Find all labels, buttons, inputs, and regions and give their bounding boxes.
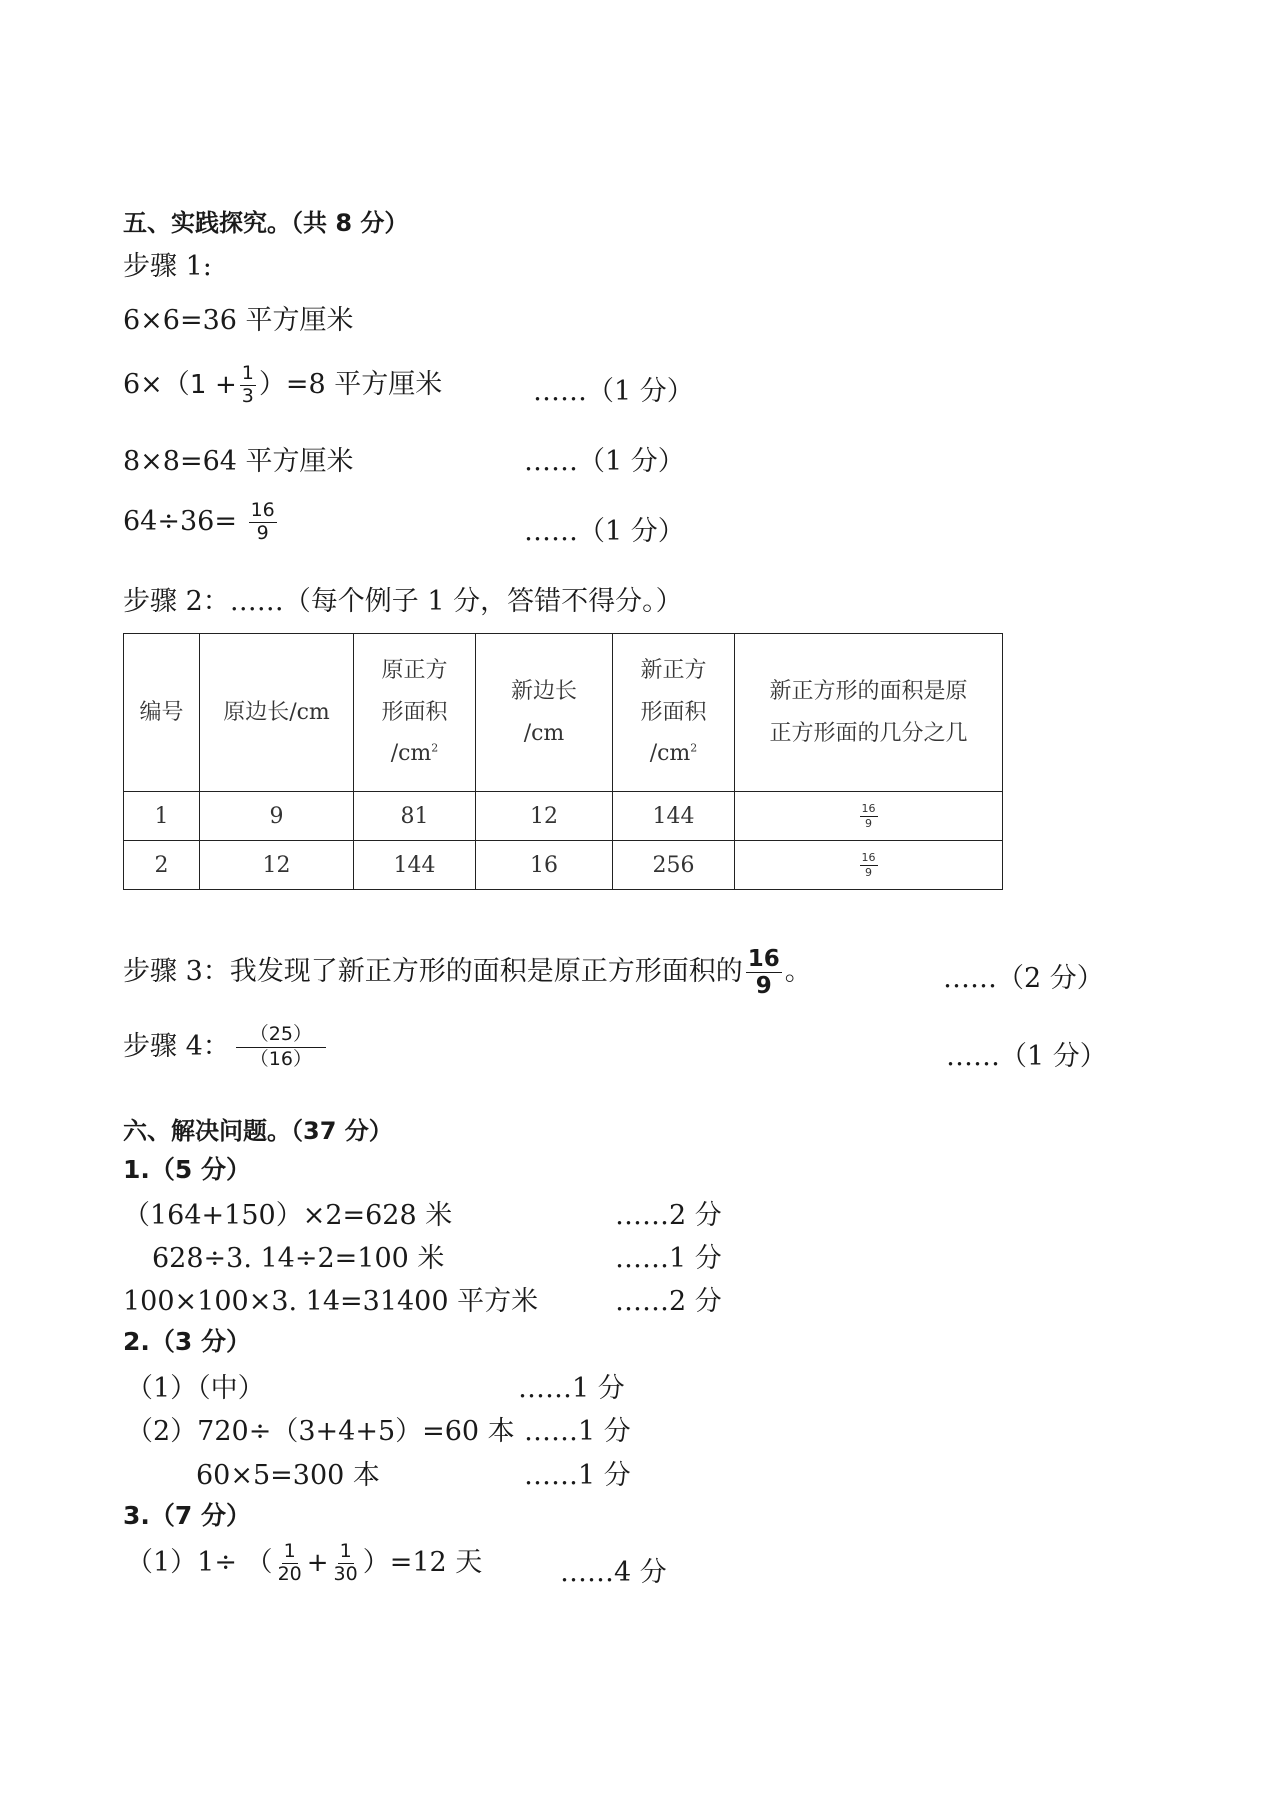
q2-line3-score: ……1 分	[524, 1460, 631, 1491]
fraction-one-third	[240, 364, 256, 407]
header-unit	[354, 733, 475, 775]
header-unit-text: /cm	[390, 741, 432, 767]
fraction-ratio	[860, 803, 878, 829]
step1-label: 步骤 1:	[123, 251, 212, 282]
q2-line1: （1）（中）	[126, 1373, 265, 1404]
step4-line	[123, 1024, 329, 1070]
q1-line3: 100×100×3. 14=31400 平方米	[123, 1286, 539, 1317]
q3-title: 3.（7 分）	[123, 1501, 251, 1530]
section5-heading: 五、实践探究。（共 8 分）	[123, 209, 409, 237]
fraction-denominator: 30	[333, 1563, 358, 1585]
fraction-sixteen-ninths	[746, 947, 782, 998]
header-text: /cm	[523, 720, 565, 746]
step1-line2-score: ……（1 分）	[533, 376, 694, 407]
step1-line4-prefix: 64÷36=	[123, 505, 237, 537]
fraction-denominator: （16）	[249, 1048, 312, 1070]
fraction-numerator: 1	[241, 362, 254, 385]
header-cell-ratio	[735, 634, 1003, 792]
fraction-numerator: （25）	[236, 1025, 326, 1048]
header-text: 原边长/cm	[223, 699, 330, 725]
header-cell-orig-area	[354, 634, 476, 792]
step1-line2	[123, 362, 442, 407]
q1-line2: 628÷3. 14÷2=100 米	[152, 1243, 445, 1274]
header-text: 正方形面的几分之几	[769, 720, 968, 746]
q2-line2: （2）720÷（3+4+5）=60 本	[126, 1416, 515, 1447]
step3-suffix: 。	[784, 956, 812, 988]
step1-line2-one: 1	[189, 370, 207, 400]
step1-line4	[123, 501, 280, 544]
data-table	[123, 633, 1003, 890]
header-text: 形面积	[640, 699, 707, 725]
step3-prefix: 步骤 3：我发现了新正方形的面积是原正方形面积的	[123, 956, 743, 988]
q1-line2-score: ……1 分	[615, 1243, 722, 1274]
q3-line1-score: ……4 分	[560, 1557, 667, 1588]
step1-line1: 6×6=36 平方厘米	[123, 305, 354, 336]
header-text: 新正方	[640, 657, 707, 683]
cell-orig-side: 9	[200, 792, 354, 841]
header-text: 形面积	[381, 699, 448, 725]
section6-heading: 六、解决问题。（37 分）	[123, 1117, 393, 1145]
fraction-ratio	[860, 852, 878, 878]
step3-score: ……（2 分）	[943, 963, 1104, 994]
step2-label: 步骤 2：……（每个例子 1 分，答错不得分。）	[123, 586, 683, 617]
step4-prefix: 步骤 4：	[123, 1031, 230, 1062]
step1-line2-suffix: ）=8 平方厘米	[258, 369, 443, 400]
q3-line1-plus: +	[306, 1548, 329, 1578]
header-unit-text: /cm	[649, 741, 691, 767]
table-header-row	[124, 634, 1003, 792]
cell-new-side: 16	[476, 841, 613, 890]
header-cell-orig-side	[200, 634, 354, 792]
step3-line	[123, 947, 812, 998]
q1-line1: （164+150）×2=628 米	[123, 1200, 453, 1231]
q1-line3-score: ……2 分	[615, 1286, 722, 1317]
q2-line3: 60×5=300 本	[196, 1460, 380, 1491]
fraction-numerator: 16	[250, 499, 275, 521]
fraction-denominator: 9	[865, 816, 872, 830]
fraction-numerator: 16	[747, 946, 780, 972]
table-row	[124, 792, 1003, 841]
q2-line2-score: ……1 分	[524, 1416, 631, 1447]
fraction-numerator: 16	[861, 850, 876, 864]
q1-title: 1.（5 分）	[123, 1155, 251, 1184]
fraction-sixteen-ninths	[249, 501, 277, 544]
step1-line4-score: ……（1 分）	[524, 516, 685, 547]
q3-line1	[126, 1540, 482, 1585]
q2-line1-score: ……1 分	[518, 1373, 625, 1404]
cell-new-area: 256	[613, 841, 735, 890]
step1-line2-plus: +	[214, 370, 237, 400]
fraction-denominator: 9	[865, 865, 872, 879]
fraction-denominator: 9	[256, 521, 269, 544]
cell-orig-side: 12	[200, 841, 354, 890]
cell-orig-area: 81	[354, 792, 476, 841]
table-row	[124, 841, 1003, 890]
fraction-one-twentieth	[276, 1542, 304, 1585]
cell-ratio	[735, 841, 1003, 890]
fraction-denominator: 9	[755, 973, 772, 1000]
step1-line3-score: ……（1 分）	[524, 446, 685, 477]
q3-line1-suffix: ）=12 天	[362, 1547, 483, 1578]
cell-id: 1	[124, 792, 200, 841]
step1-line3: 8×8=64 平方厘米	[123, 446, 354, 477]
header-unit-sup: 2	[431, 742, 439, 756]
step4-score: ……（1 分）	[946, 1041, 1107, 1072]
header-text: 原正方	[381, 657, 448, 683]
header-cell-new-area	[613, 634, 735, 792]
cell-orig-area: 144	[354, 841, 476, 890]
header-text: 新边长	[510, 678, 577, 704]
fraction-denominator: 20	[277, 1563, 302, 1585]
q1-line1-score: ……2 分	[615, 1200, 722, 1231]
cell-new-side: 12	[476, 792, 613, 841]
header-cell-new-side	[476, 634, 613, 792]
header-text: 新正方形的面积是原	[769, 678, 968, 704]
fraction-numerator: 16	[861, 801, 876, 815]
fraction-answer	[236, 1025, 326, 1070]
cell-id: 2	[124, 841, 200, 890]
header-unit	[613, 733, 734, 775]
header-text: 编号	[139, 699, 184, 725]
cell-ratio	[735, 792, 1003, 841]
fraction-denominator: 3	[241, 385, 254, 407]
q3-line1-prefix: （1）1÷ （	[126, 1547, 273, 1578]
header-cell-id	[124, 634, 200, 792]
cell-new-area: 144	[613, 792, 735, 841]
fraction-numerator: 1	[283, 1540, 296, 1563]
fraction-numerator: 1	[339, 1540, 352, 1563]
header-unit-sup: 2	[690, 742, 698, 756]
fraction-one-thirtieth	[332, 1542, 360, 1585]
step1-line2-prefix: 6×（	[123, 369, 190, 400]
q2-title: 2.（3 分）	[123, 1327, 251, 1356]
